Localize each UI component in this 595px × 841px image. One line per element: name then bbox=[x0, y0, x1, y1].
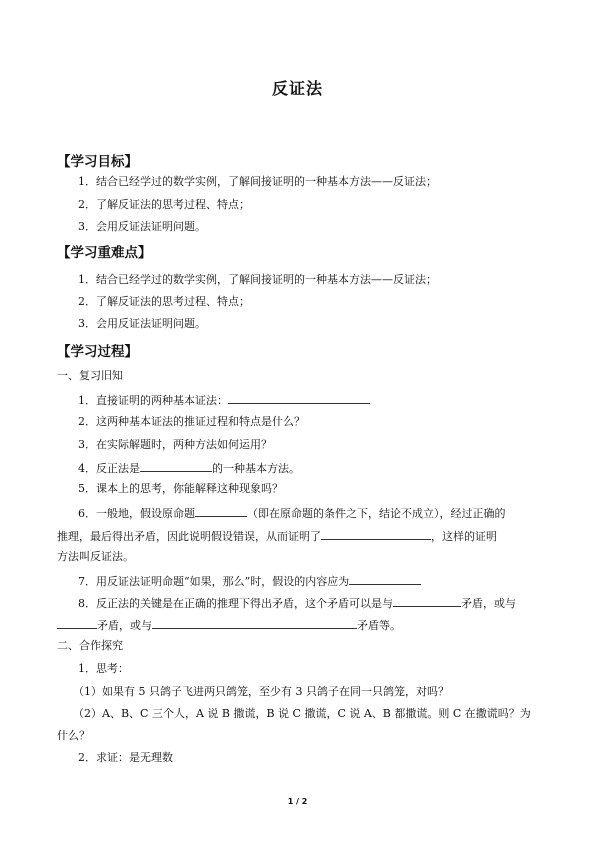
page-title: 反证法 bbox=[271, 79, 323, 98]
key-points-item-1: 1．结合已经学过的数学实例，了解间接证明的一种基本方法——反证法； bbox=[78, 273, 437, 286]
review-q6-text-a: 6．一般地，假设原命题 bbox=[78, 507, 195, 520]
review-q8-line1 bbox=[57, 594, 568, 612]
goals-item-2: 2．了解反证法的思考过程、特点； bbox=[78, 198, 250, 211]
goals-heading: 【学习目标】 bbox=[57, 154, 138, 170]
goals-item-3: 3．会用反证法证明问题。 bbox=[78, 220, 206, 233]
key-points-heading: 【学习重难点】 bbox=[57, 245, 152, 261]
review-heading: 一、复习旧知 bbox=[57, 369, 123, 382]
review-q6-line3: 方法叫反证法。 bbox=[57, 550, 134, 563]
answer-blank[interactable] bbox=[140, 459, 212, 472]
review-q6-line1 bbox=[57, 504, 568, 522]
explore-s2: 2．求证：是无理数 bbox=[78, 751, 173, 764]
answer-blank[interactable] bbox=[228, 391, 370, 404]
review-q8-text-c: 矛盾，或与 bbox=[97, 619, 152, 632]
goals-item-1: 1．结合已经学过的数学实例，了解间接证明的一种基本方法——反证法； bbox=[78, 175, 437, 188]
process-heading: 【学习过程】 bbox=[57, 344, 138, 360]
answer-blank[interactable] bbox=[393, 594, 461, 607]
review-q8-text-d: 矛盾等。 bbox=[357, 619, 401, 632]
review-q3: 3．在实际解题时，两种方法如何运用？ bbox=[78, 438, 272, 451]
review-q6-line2 bbox=[57, 527, 547, 545]
key-points-item-3: 3．会用反证法证明问题。 bbox=[78, 317, 206, 330]
explore-heading: 二、合作探究 bbox=[57, 639, 123, 652]
review-q7 bbox=[57, 572, 568, 590]
review-q4-text-a: 4．反正法是 bbox=[78, 462, 140, 475]
review-q6-text-d: ，这样的证明 bbox=[431, 530, 497, 543]
review-q5: 5．课本上的思考，你能解释这种现象吗？ bbox=[78, 482, 283, 495]
answer-blank[interactable] bbox=[195, 504, 247, 517]
explore-s1-p2-line1: （2）A、B、C 三个人，A 说 B 撒谎，B 说 C 撒谎，C 说 A、B 都撒谎。则 C 在撒谎吗？为 bbox=[73, 707, 531, 720]
key-points-item-2: 2．了解反证法的思考过程、特点； bbox=[78, 295, 250, 308]
review-q6-text-b: （即在原命题的条件之下，结论不成立），经过正确的 bbox=[247, 507, 506, 520]
review-q8-text-a: 8．反正法的关键是在正确的推理下得出矛盾，这个矛盾可以是与 bbox=[78, 597, 393, 610]
explore-s1-p1: （1）如果有 5 只鸽子飞进两只鸽笼，至少有 3 只鸽子在同一只鸽笼，对吗？ bbox=[73, 685, 449, 698]
review-q2: 2．这两种基本证法的推证过程和特点是什么？ bbox=[78, 415, 305, 428]
review-q4 bbox=[57, 459, 568, 477]
answer-blank[interactable] bbox=[152, 616, 357, 629]
review-q6-text-c: 推理，最后得出矛盾，因此说明假设错误，从而证明了 bbox=[57, 530, 321, 543]
review-q8-line2 bbox=[57, 616, 547, 634]
page-number: 1 / 2 bbox=[287, 797, 308, 806]
explore-s1-p2-line2: 什么？ bbox=[57, 729, 90, 742]
explore-s1: 1．思考： bbox=[78, 662, 129, 675]
answer-blank[interactable] bbox=[349, 572, 421, 585]
review-q4-text-b: 的一种基本方法。 bbox=[212, 462, 300, 475]
review-q1 bbox=[57, 391, 568, 409]
review-q7-text: 7．用反证法证明命题“如果，那么”时，假设的内容应为 bbox=[78, 575, 350, 588]
review-q8-text-b: 矛盾，或与 bbox=[461, 597, 516, 610]
answer-blank[interactable] bbox=[321, 527, 431, 540]
answer-blank[interactable] bbox=[57, 616, 97, 629]
review-q1-text: 1．直接证明的两种基本证法： bbox=[78, 394, 228, 407]
